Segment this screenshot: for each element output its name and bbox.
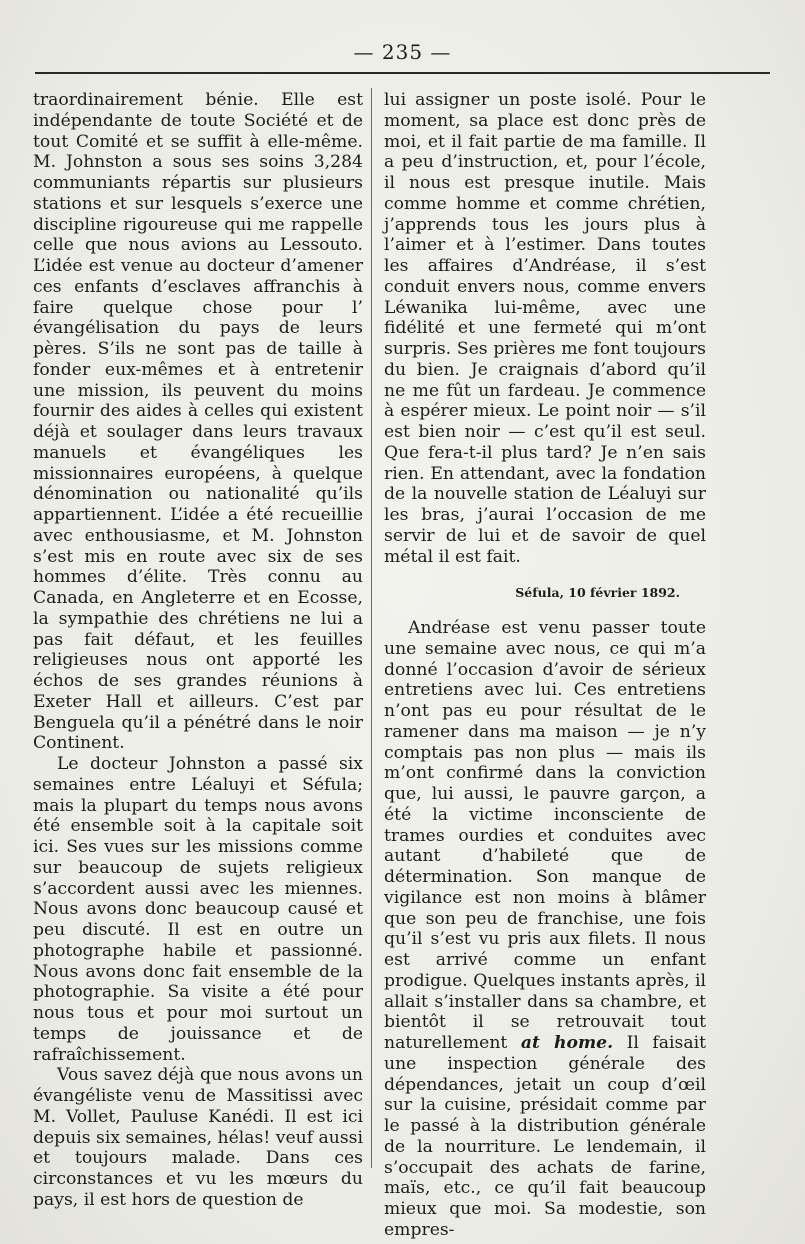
paragraph-evangelist: Vous savez déjà que nous avons un évangéliste venu de Massitissi avec M. Vollet, Pauluse Kanédi. Il est ici depuis six semaines, hélas! veuf aussi et toujours malade. Dans ces circonstances et vu les mœurs du pays, il est hors de question de <box>33 1065 363 1210</box>
paragraph-johnston-visit: Le docteur Johnston a passé six semaines entre Léaluyi et Séfula; mais la plupart du temps nous avons été ensemble soit à la capitale soit ici. Ses vues sur les missions comme sur beaucoup de sujets religieux s’accordent aussi avec les miennes. Nous avons donc beaucoup causé et peu discuté. Il est en outre un photographe habile et passionné. Nous avons donc fait ensemble de la photographie. Sa visite a été pour nous tous et pour moi surtout un temps de jouissance et de rafraîchissement. <box>33 754 363 1065</box>
paragraph-continuation: traordinairement bénie. Elle est indépendante de toute Société et de tout Comité et se suffit à elle-même. M. Johnston a sous ses soins 3,284 communiants répartis sur plusieurs stations et sur lesquels s’exerce une discipline rigoureuse qui me rappelle celle que nous avions au Lessouto. L’idée est venue au docteur d’amener ces enfants d’esclaves affranchis à faire quelque chose pour l’ évangélisation du pays de leurs pères. S’ils ne sont pas de taille à fonder eux-mêmes et à entretenir une mission, ils peuvent du moins fournir des aides à celles qui existent déjà et soulager dans leurs travaux manuels et évangéliques les missionnaires européens, à quelque dénomination ou nationalité qu’ils appartiennent. L’idée a été recueillie avec enthousiasme, et M. Johnston s’est mis en route avec six de ses hommes d’élite. Très connu au Canada, en Angleterre et en Ecosse, la sympathie des chrétiens ne lui a pas fait défaut, et les feuilles religieuses nous ont apporté les échos de ses grandes réunions à Exeter Hall et ailleurs. C’est par Benguela qu’il a pénétré dans le noir Continent. <box>33 90 363 754</box>
andrease-text-emphasis: at home. <box>520 1033 614 1053</box>
page-number: — 235 — <box>353 40 452 64</box>
andrease-text-after: Il faisait une inspection générale des dépendances, jetait un coup d’œil sur la cuisine, présidait comme par le passé à la distribution générale de la nourriture. Le lendemain, il s’occupait des achats de farine, maïs, etc., ce qu’il fait beaucoup mieux que moi. Sa modestie, son empres- <box>384 1033 706 1240</box>
paragraph-andrease <box>384 618 706 1241</box>
andrease-text-before: Andréase est venu passer toute une semaine avec nous, ce qui m’a donné l’occasion d’avoir de sérieux entretiens avec lui. Ces entretiens n’ont pas eu pour résultat de le ramener dans ma maison — je n’y comptais pas non plus — mais ils m’ont confirmé dans la conviction que, lui aussi, le pauvre garçon, a été la victime inconsciente de trames ourdies et conduites avec autant d’habileté que de détermination. Son manque de vigilance est non moins à blâmer que son peu de franchise, une fois qu’il s’est vu pris aux filets. Il nous est arrivé comme un enfant prodigue. Quelques instants après, il allait s’installer dans sa chambre, et bientôt il se retrouvait tout naturellement <box>384 618 706 1053</box>
dateline: Séfula, 10 février 1892. <box>515 585 680 601</box>
header-rule <box>35 72 770 74</box>
right-column <box>384 90 706 1241</box>
left-column <box>33 90 363 1211</box>
paragraph-pauluse: lui assigner un poste isolé. Pour le moment, sa place est donc près de moi, et il fait partie de ma famille. Il a peu d’instruction, et, pour l’école, il nous est presque inutile. Mais comme homme et comme chrétien, j’apprends tous les jours plus à l’aimer et à l’estimer. Dans toutes les affaires d’Andréase, il s’est conduit envers nous, comme envers Léwanika lui-même, avec une fidélité et une fermeté qui m’ont surpris. Ses prières me font toujours du bien. Je craignais d’abord qu’il ne me fût un fardeau. Je commence à espérer mieux. Le point noir — s’il est bien noir — c’est qu’il est seul. Que fera-t-il plus tard? Je n’en sais rien. En attendant, avec la fondation de la nouvelle station de Léaluyi sur les bras, j’aurai l’occasion de me servir de lui et de savoir de quel métal il est fait. <box>384 90 706 567</box>
column-divider <box>371 88 372 1168</box>
